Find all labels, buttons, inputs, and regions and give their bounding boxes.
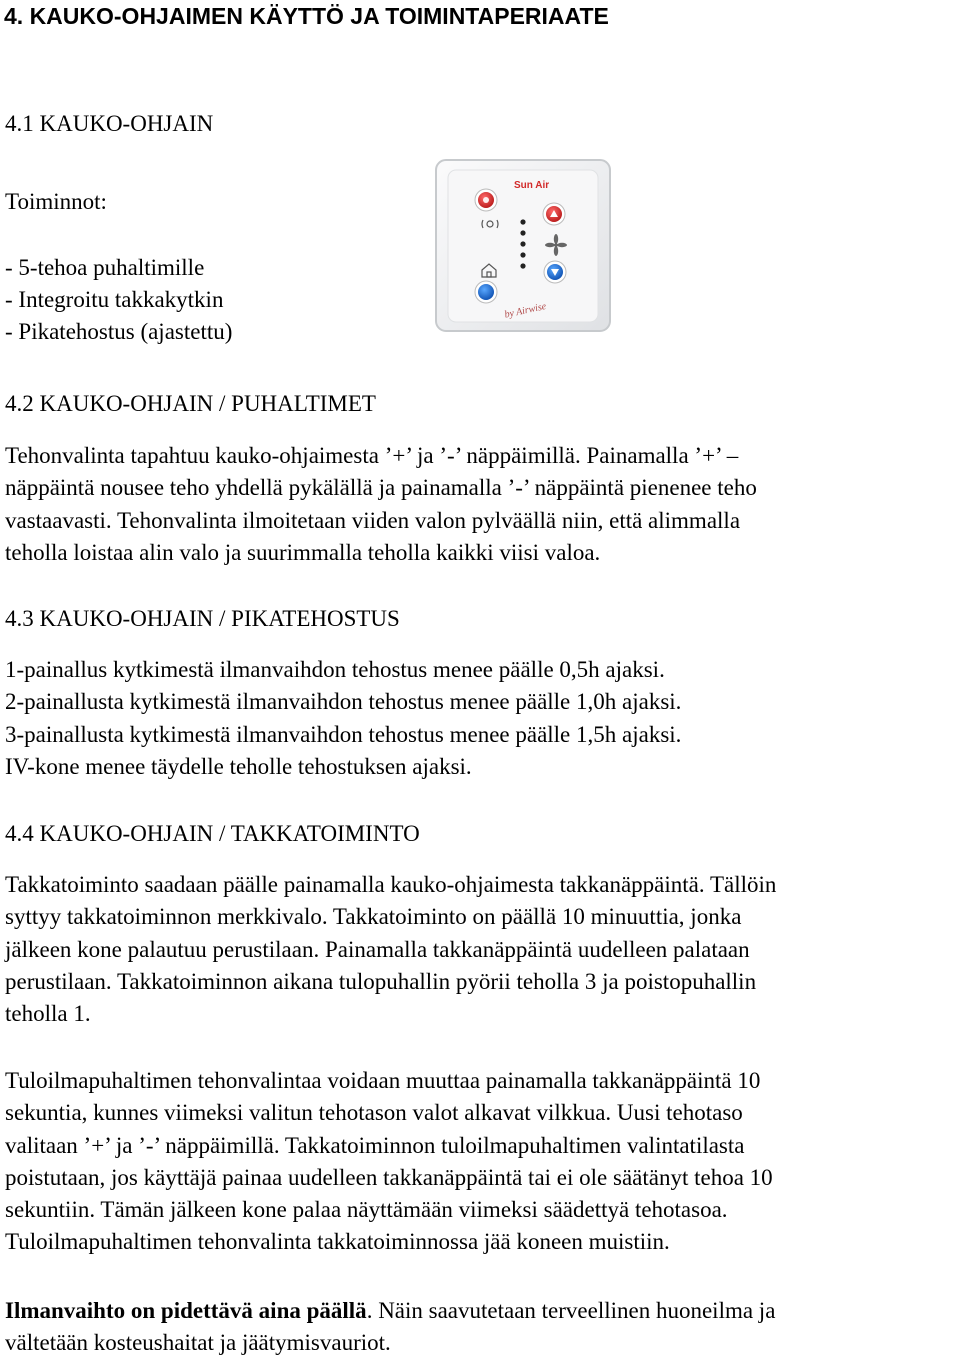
text-line: Tuloilmapuhaltimen tehonvalinta takkatoiminnossa jää koneen muistiin. — [5, 1229, 670, 1255]
remote-control-image — [434, 158, 612, 333]
text-line: perustilaan. Takkatoiminnon aikana tulopuhallin pyörii teholla 3 ja poistopuhallin — [5, 968, 757, 994]
final-note — [5, 1295, 960, 1360]
text-line: sekuntiin. Tämän jälkeen kone palaa näyttämään viimeksi säädettyä tehotasoa. — [5, 1197, 728, 1223]
device-signature: by Airwise — [503, 301, 548, 321]
list-item: - Pikatehostus (ajastettu) — [5, 319, 233, 344]
text-line: IV-kone menee täydelle teholle tehostuksen ajaksi. — [5, 753, 472, 779]
text-line: Takkatoiminto saadaan päälle painamalla kauko-ohjaimesta takkanäppäintä. Tällöin — [5, 872, 777, 897]
text-line: valitaan ’+’ ja ’-’ näppäimillä. Takkatoiminnon tuloilmapuhaltimen valintatilasta — [5, 1132, 745, 1158]
text-line — [5, 1295, 960, 1327]
section-4-3-body — [5, 654, 960, 783]
list-item: - Integroitu takkakytkin — [5, 287, 224, 312]
final-note-rest: . Näin saavutetaan terveellinen huoneilma ja — [366, 1298, 776, 1323]
functions-label: Toiminnot: — [5, 189, 107, 214]
section-4-4-para-1 — [5, 869, 960, 1030]
section-4-2-title: 4.2 KAUKO-OHJAIN / PUHALTIMET — [5, 391, 376, 416]
text-line: teholla loistaa alin valo ja suurimmalla teholla kaikki viisi valoa. — [5, 539, 601, 565]
plus-button[interactable] — [543, 203, 565, 225]
text-line: teholla 1. — [5, 1001, 91, 1027]
text-line: vastaavasti. Tehonvalinta ilmoitetaan viiden valon pylväällä niin, että alimmalla — [5, 507, 741, 533]
text-line: sekuntia, kunnes viimeksi valitun tehotason valot alkavat vilkkua. Uusi tehotaso — [5, 1100, 743, 1126]
minus-button[interactable] — [544, 261, 566, 283]
text-line: 3-painallusta kytkimestä ilmanvaihdon tehostus menee päälle 1,5h ajaksi. — [5, 721, 682, 747]
text-line: vältetään kosteushaitat ja jäätymisvauriot. — [5, 1330, 391, 1356]
text-line: 1-painallus kytkimestä ilmanvaihdon tehostus menee päälle 0,5h ajaksi. — [5, 657, 665, 682]
fireplace-button[interactable] — [475, 281, 497, 303]
final-note-bold: Ilmanvaihto on pidettävä aina päällä — [5, 1298, 367, 1323]
section-4-4-para-2 — [5, 1065, 960, 1259]
text-line: näppäintä nousee teho yhdellä pykälällä ja painamalla ’-’ näppäintä pienenee teho — [5, 475, 757, 501]
device-brand: Sun Air — [514, 180, 550, 191]
section-4-4-title: 4.4 KAUKO-OHJAIN / TAKKATOIMINTO — [5, 821, 420, 846]
list-item: - 5-tehoa puhaltimille — [5, 255, 205, 280]
section-4-1-title: 4.1 KAUKO-OHJAIN — [5, 111, 214, 136]
section-4-2-body — [5, 440, 960, 569]
text-line: 2-painallusta kytkimestä ilmanvaihdon tehostus menee päälle 1,0h ajaksi. — [5, 689, 682, 715]
text-line: poistutaan, jos käyttäjä painaa uudelleen takkanäppäintä tai ei ole säätänyt tehoa 10 — [5, 1164, 773, 1190]
text-line: syttyy takkatoiminnon merkkivalo. Takkatoiminto on päällä 10 minuuttia, jonka — [5, 904, 742, 930]
text-line: Tuloilmapuhaltimen tehonvalintaa voidaan muuttaa painamalla takkanäppäintä 10 — [5, 1068, 761, 1093]
text-line: Tehonvalinta tapahtuu kauko-ohjaimesta ’+’ ja ’-’ näppäimillä. Painamalla ’+’ – — [5, 443, 739, 468]
section-4-3-title: 4.3 KAUKO-OHJAIN / PIKATEHOSTUS — [5, 606, 400, 631]
text-line: jälkeen kone palautuu perustilaan. Painamalla takkanäppäintä uudelleen palataan — [5, 936, 750, 962]
main-heading: 4. KAUKO-OHJAIMEN KÄYTTÖ JA TOIMINTAPERIAATE — [4, 3, 609, 29]
functions-list — [5, 252, 232, 348]
boost-button[interactable] — [475, 189, 497, 211]
